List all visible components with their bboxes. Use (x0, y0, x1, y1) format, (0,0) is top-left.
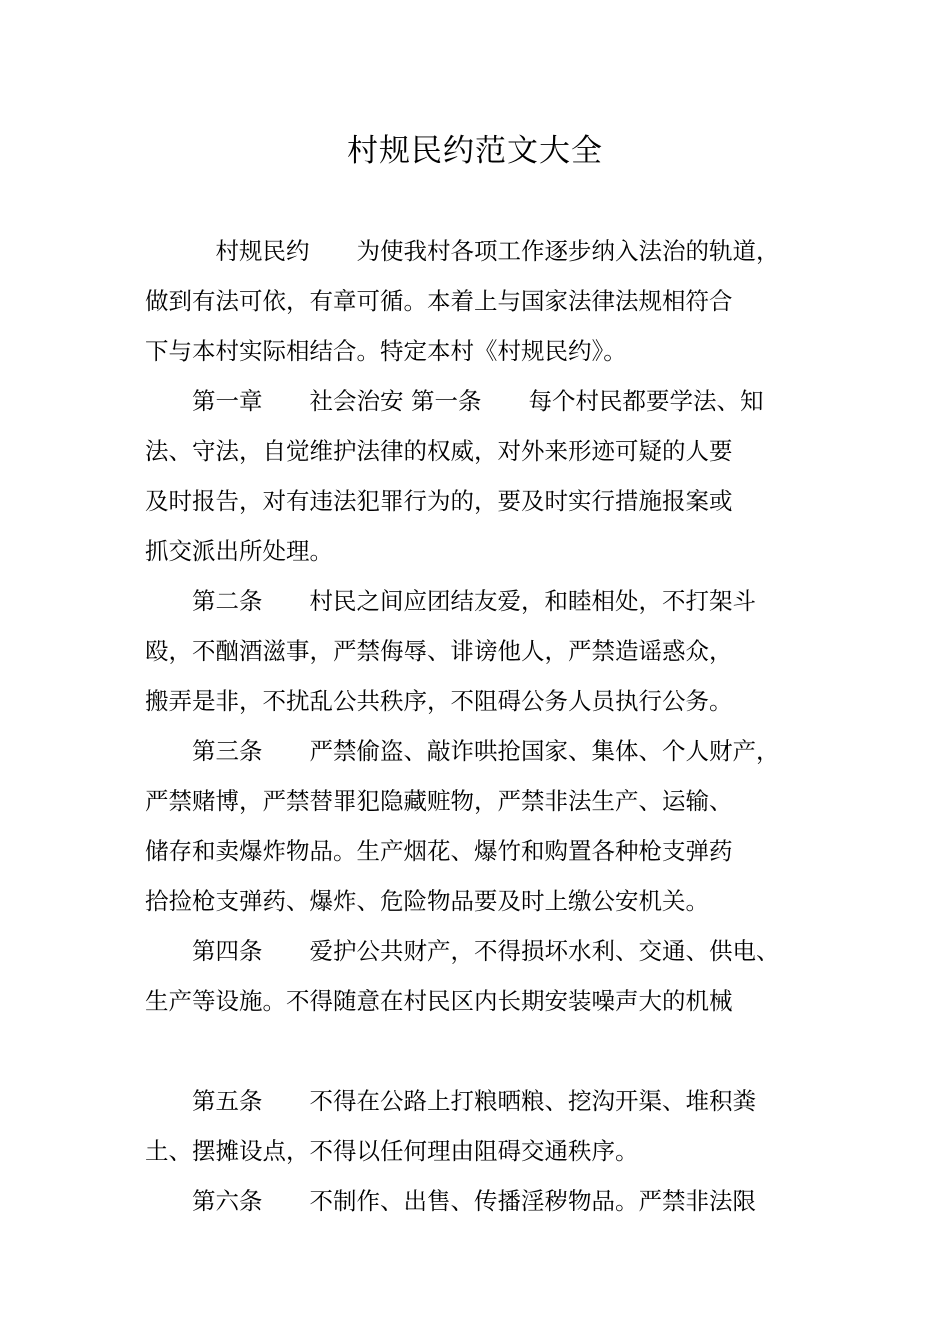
text-line: 法、守法，自觉维护法律的权威，对外来形迹可疑的人要 (145, 437, 733, 465)
text-line: 拾捡枪支弹药、爆炸、危险物品要及时上缴公安机关。 (145, 887, 709, 915)
document-title: 村规民约范文大全 (347, 133, 603, 169)
text-line: 抓交派出所处理。 (145, 537, 333, 565)
text-line: 第六条 不制作、出售、传播淫秽物品。严禁非法限 (145, 1187, 756, 1215)
text-line: 及时报告，对有违法犯罪行为的，要及时实行措施报案或 (145, 487, 733, 515)
blank-line (145, 1026, 825, 1076)
text-line: 下与本村实际相结合。特定本村《村规民约》。 (145, 337, 627, 365)
text-line: 储存和卖爆炸物品。生产烟花、爆竹和购置各种枪支弹药 (145, 837, 733, 865)
text-line: 第二条 村民之间应团结友爱，和睦相处，不打架斗 (145, 587, 756, 615)
text-line: 严禁赌博，严禁替罪犯隐藏赃物，严禁非法生产、运输、 (145, 787, 733, 815)
text-line: 第五条 不得在公路上打粮晒粮、挖沟开渠、堆积粪 (145, 1087, 756, 1115)
text-line: 村规民约 为使我村各项工作逐步纳入法治的轨道， (145, 237, 780, 265)
text-line: 第三条 严禁偷盗、敲诈哄抢国家、集体、个人财产， (145, 737, 780, 765)
text-line: 第一章 社会治安 第一条 每个村民都要学法、知 (145, 387, 764, 415)
text-line: 第四条 爱护公共财产，不得损坏水利、交通、供电、 (145, 937, 780, 965)
text-line: 土、摆摊设点，不得以任何理由阻碍交通秩序。 (145, 1137, 639, 1165)
text-line: 搬弄是非，不扰乱公共秩序，不阻碍公务人员执行公务。 (145, 687, 733, 715)
text-line: 做到有法可依，有章可循。本着上与国家法律法规相符合 (145, 287, 733, 315)
document-body (145, 226, 825, 1226)
text-line: 生产等设施。不得随意在村民区内长期安装噪声大的机械 (145, 987, 733, 1015)
text-line: 殴，不酗酒滋事，严禁侮辱、诽谤他人，严禁造谣惑众， (145, 637, 733, 665)
